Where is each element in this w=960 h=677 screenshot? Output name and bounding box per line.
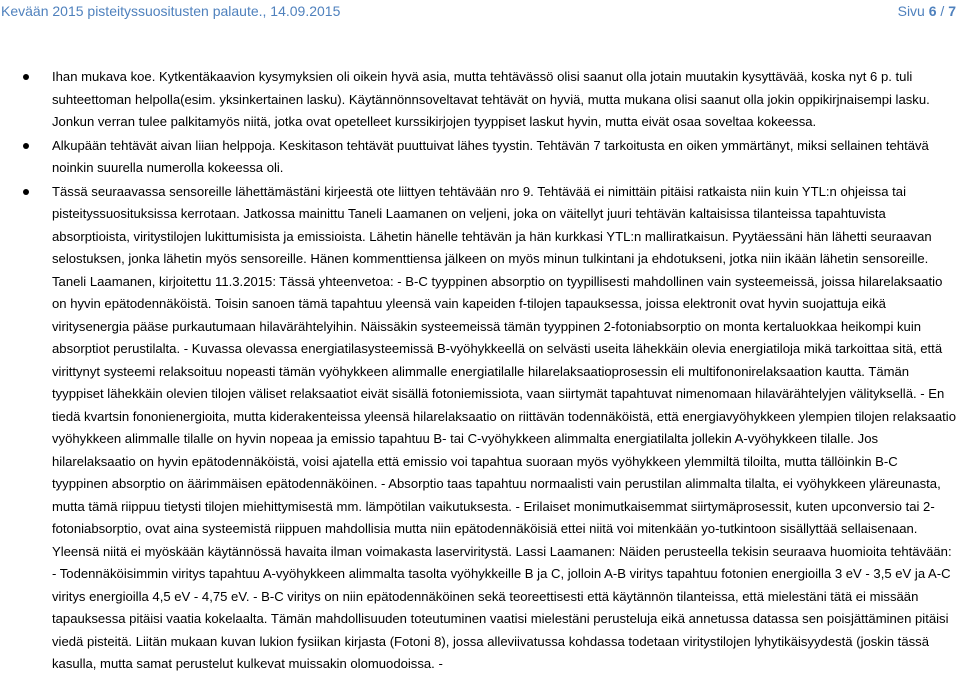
list-item-text: Tässä seuraavassa sensoreille lähettämästäni kirjeestä ote liittyen tehtävään nro 9. Tehtävää ei nimittäin pitäisi ratkaista niin kuin YTL:n ohjeissa tai pisteityssuosituksissa kerrotaan. Jatkossa mainittu Taneli Laamanen on veljeni, joka on väitellyt juuri tehtävän kaltaisissa tilanteissa tapahtuvista absorptioista, viritystilojen lukittumisista ja emissioista. Lähetin hänelle tehtävän ja hän kurkkasi YTL:n malliratkaisun. Pyytäessäni hän lähetti seuraavan selostuksen, jonka lähetin myös sensoreille. Hänen kommenttiensa jälkeen on myös minun tulkintani ja ehdotukseni, jotka niin ikään lähetin sensoreille. Taneli Laamanen, kirjoitettu 11.3.2015: Tässä yhteenvetoa: - B-C tyyppinen absorptio on tyypillisesti mahdollinen vain systeemeissä, joissa hilarelaksaatio on hyvin epätodennäköistä. Toisin sanoen tämä tapahtuu yleensä vain kapeiden f-tilojen tapauksessa, joissa elektronit ovat hyvin suojattuja eikä viritysenergia pääse purkautumaan hilavärähtelyihin. Näissäkin systeemeissä tämän tyyppinen 2-fotoniabsorptio on monta kertaluokkaa heikompi kuin absorptiot perustilalta. - Kuvassa olevassa energiatilasysteemissä B-vyöhykkeellä on selvästi useita lähekkäin olevia energiatiloja mikä tarkoittaa sitä, että virittynyt systeemi relaksoituu nopeasti tämän vyöhykkeen alimmalle energiatilalle hilarelaksaatioprosessin eli multifononirelaksaation kautta. Tämän tyyppiset lähekkäin olevien tilojen väliset relaksaatiot eivät sisällä fotoniemissiota, vaan siirtymät tapahtuvat nimenomaan hilavärähtelyjen välityksellä. - En tiedä kvartsin fononienergioita, mutta kiderakenteissa yleensä hilarelaksaatio on riittävän todennäköistä, että energiavyöhykkeen ylempien tilojen relaksaatio vyöhykkeen alimmalle tilalle on hyvin nopeaa ja emissio tapahtuu B- tai C-vyöhykkeen alimmalta energiatilalta jollekin A-vyöhykkeen tilalle. Jos hilarelaksaatio on hyvin epätodennäköistä, voisi ajatella että emissio voi tapahtua suoraan myös vyöhykkeen ylemmiltä tiloilta, mutta tällöinkin B-C tyyppinen absorptio on äärimmäisen epätodennäköinen. - Absorptio taas tapahtuu normaalisti vain perustilan alimmalta tilalta, ei vyöhykkeen yläreunasta, mutta tämä riippuu tietysti tilojen miehittymisestä mm. lämpötilan vaikutuksesta. - Erilaiset monimutkaisemmat siirtymäprosessit, kuten upconversio tai 2-fotoniabsorptio, ovat aina systeemistä riippuen mahdollisia mutta niin epätodennäköisiä ettei niitä voi mitenkään yo-tutkintoon sisällyttää sellaisenaan. Yleensä niitä ei myöskään käytännössä havaita ilman voimakasta laserviritystä. Lassi Laamanen: Näiden perusteella tekisin seuraava huomioita tehtävään: - Todennäköisimmin viritys tapahtuu A-vyöhykkeen alimmalta tasolta vyöhykkeille B ja C, jolloin A-B viritys tapahtuu fotonien energioilla 3 eV - 3,5 eV ja A-C viritys energioilla 4,5 eV - 4,75 eV. - B-C viritys on niin epätodennäköinen sekä teoreettisesti että käytännön tilanteissa, että mielestäni tätä ei missään tapauksessa pitäisi vaatia kokelaalta. Tämän mahdollisuuden toteutuminen vaatisi mielestäni perusteluja eikä annetussa datassa sen poisjättäminen pitäisi viedä pisteitä. Liitän mukaan kuvan lukion fysiikan kirjasta (Fotoni 8), jossa alleviivatussa kohdassa todetaan viritystilojen lyhytikäisyydestä (joskin tässä kasulla, mutta samat perustelut kulkevat muissakin olomuodoissa. - [52,183,956,671]
list-item-text: Ihan mukava koe. Kytkentäkaavion kysymyksien oli oikein hyvä asia, mutta tehtävässö olisi saanut olla jotain muutakin kysyttävää, koska nyt 6 p. tuli suhteettoman helpolla(esim. yksinkertainen lasku). Käytännönnsoveltavat tehtävät on hyviä, mutta mukana olisi saanut olla jokin oppikirjnaisempi lasku. Jonkun verran tulee palkitamyös niitä, jotka ovat opetelleet kurssikirjojen tyyppiset laskut hyvin, mutta eivät osaa soveltaa kokeessa. [52,69,930,129]
list-item [0,66,960,134]
page-total: 7 [948,3,956,19]
bullet-icon [23,189,29,195]
page-label: Sivu [897,3,925,19]
document-body [0,66,960,677]
bullet-icon [23,143,29,149]
bullet-icon [23,74,29,80]
page-current: 6 [928,3,937,19]
page-number [898,3,956,19]
page-header [0,0,960,22]
list-item [0,181,960,676]
document-title: Kevään 2015 pisteityssuositusten palaute., 14.09.2015 [1,3,341,19]
list-item-text: Alkupään tehtävät aivan liian helppoja. Keskitason tehtävät puuttuivat lähes tyystin. Tehtävän 7 tarkoitusta en oiken ymmärtänyt, miksi sellainen tehtävä noinkin suurella numerolla kokeessa oli. [52,137,929,175]
list-item [0,135,960,180]
page-separator: / [940,3,945,19]
feedback-list [0,66,960,676]
